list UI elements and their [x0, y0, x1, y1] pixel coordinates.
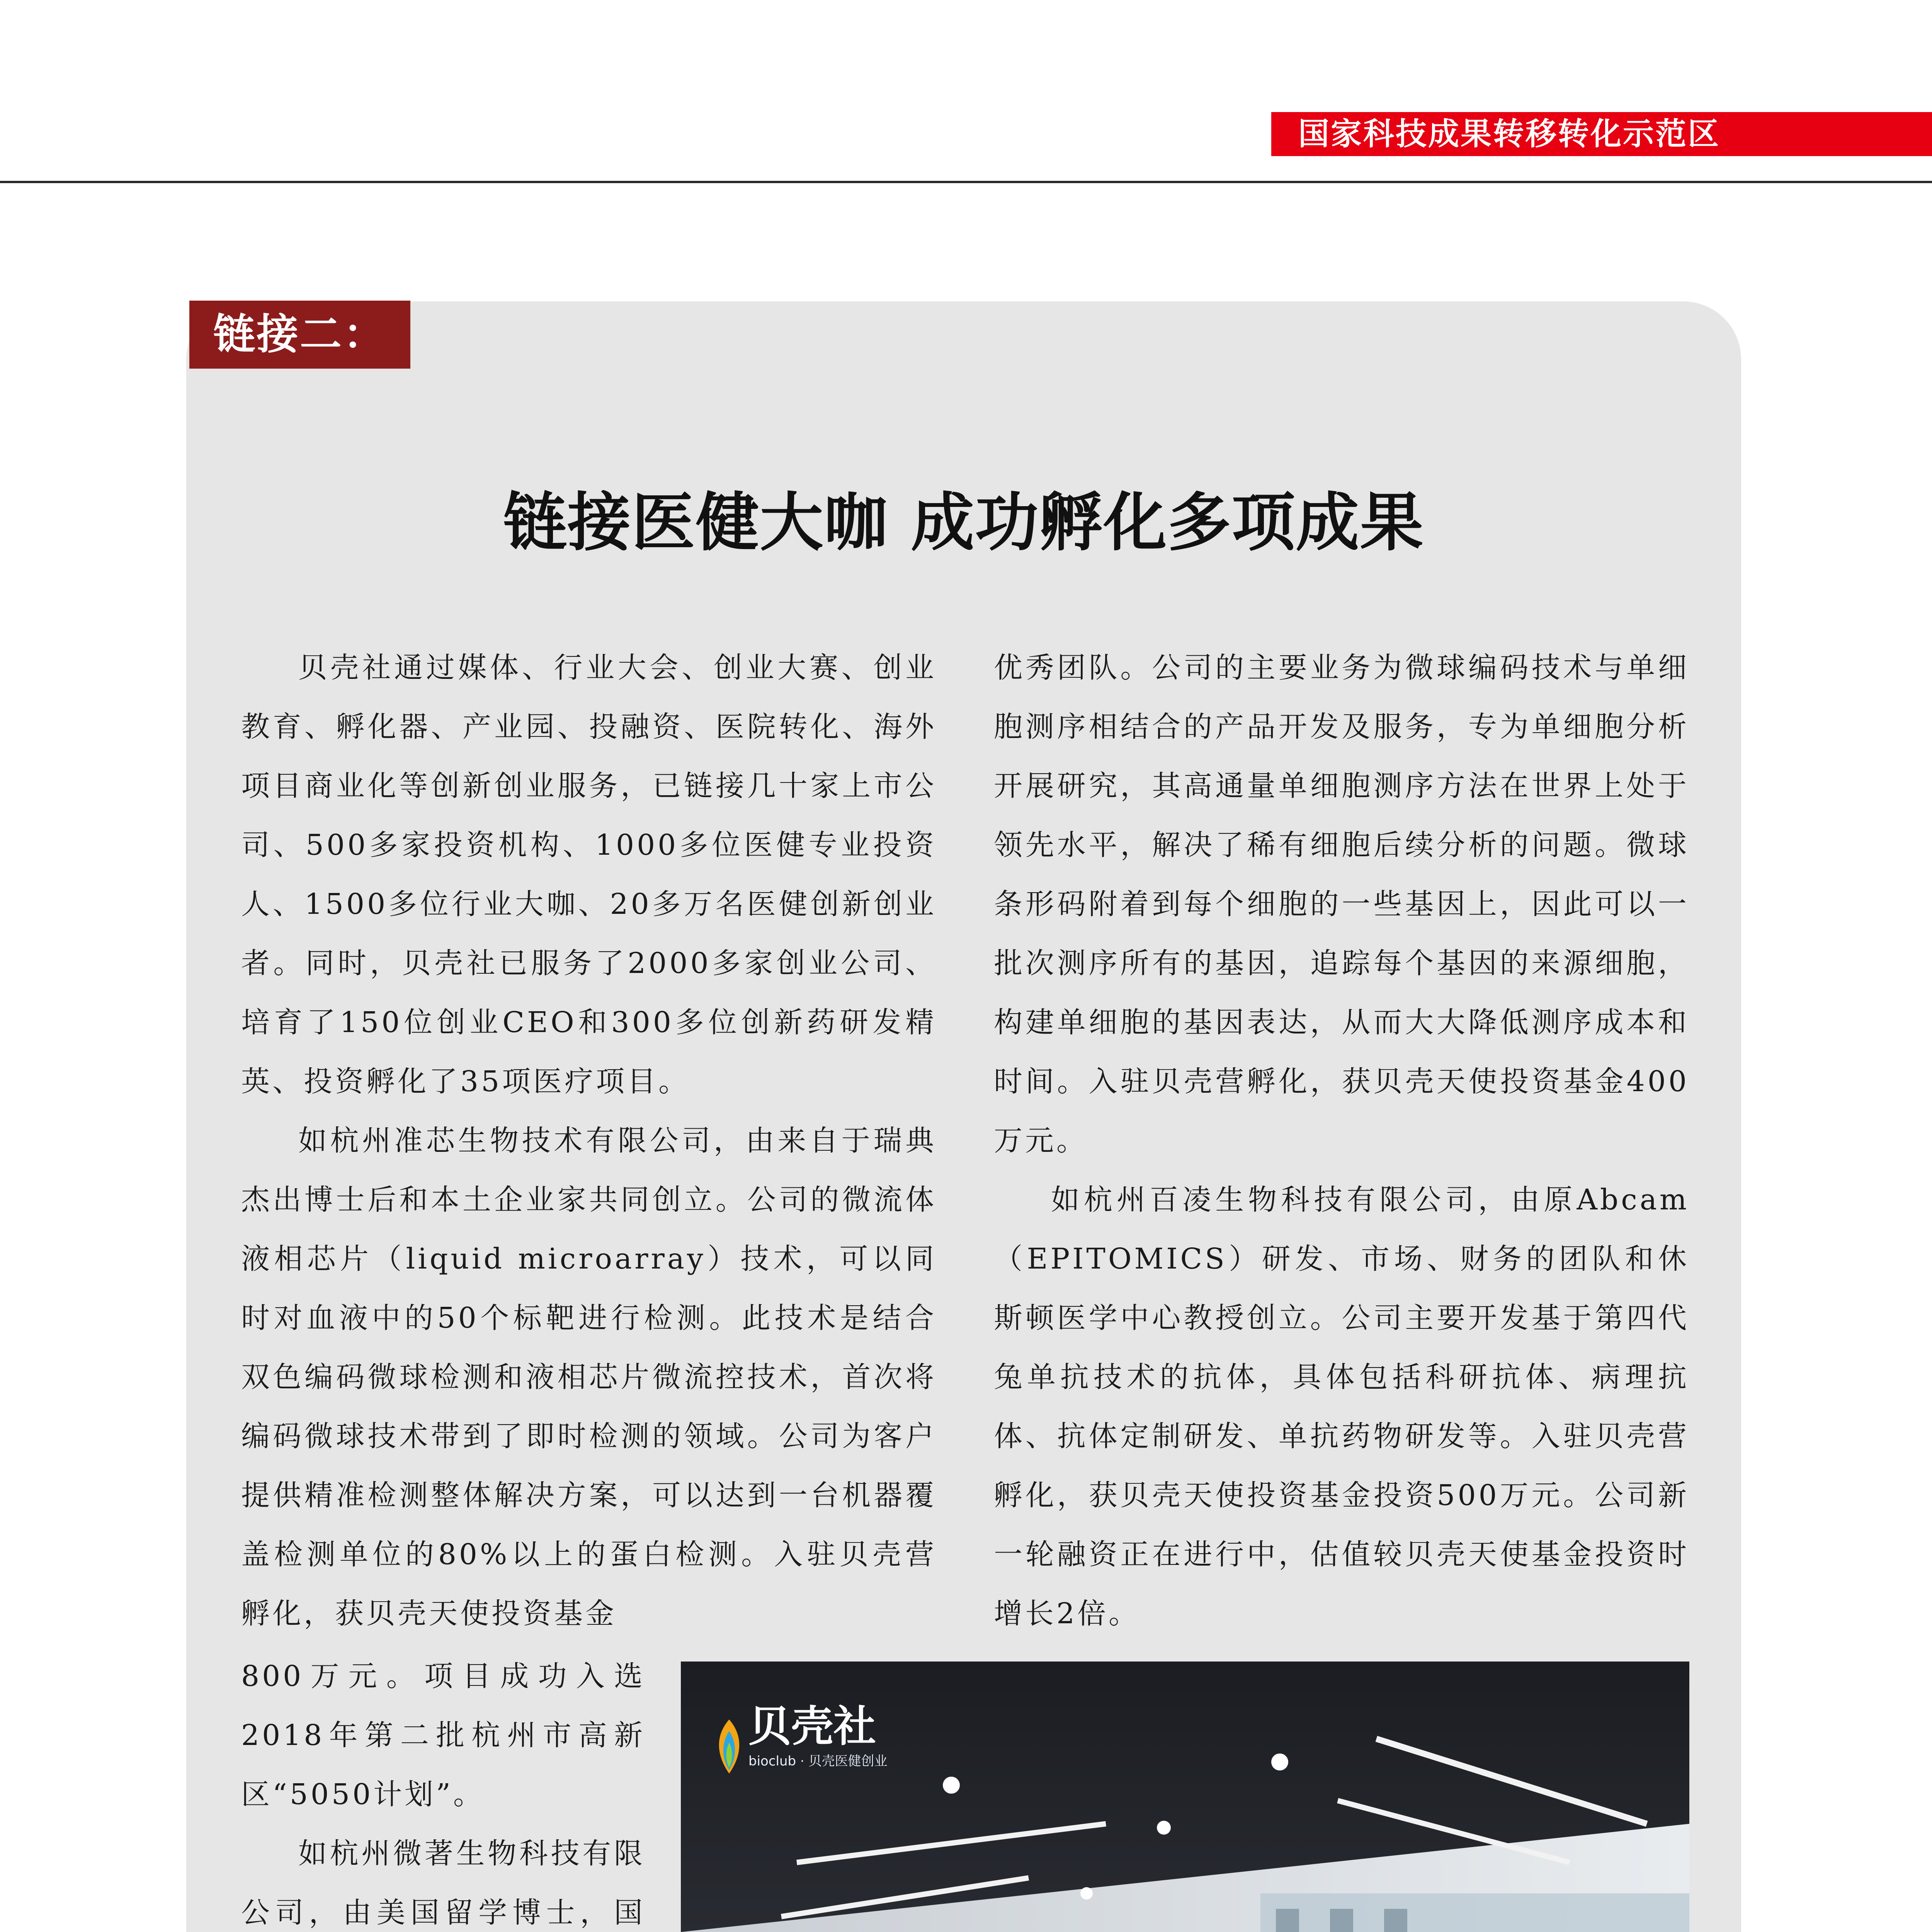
paragraph: 贝壳社通过媒体、行业大会、创业大赛、创业教育、孵化器、产业园、投融资、医院转化、海外项目商业化等创新创业服务，已链接几十家上市公司、500多家投资机构、1000多位医健专业投资人、1500多位行业大咖、20多万名医健创新创业者。同时，贝壳社已服务了2000多家创业公司、培育了150位创业CEO和300多位创新药研发精英、投资孵化了35项医疗项目。: [241, 651, 937, 1098]
section-banner: 国家科技成果转移转化示范区: [1271, 112, 1932, 156]
header-rule: [0, 181, 1932, 183]
bioclub-logo-icon: [712, 1689, 747, 1804]
left-column: [241, 638, 937, 1643]
paragraph: 优秀团队。公司的主要业务为微球编码技术与单细胞测序相结合的产品开发及服务，专为单细胞分析开展研究，其高通量单细胞测序方法在世界上处于领先水平，解决了稀有细胞后续分析的问题。微球条形码附着到每个细胞的一些基因上，因此可以一批次测序所有的基因，追踪每个基因的来源细胞，构建单细胞的基因表达，从而大大降低测序成本和时间。入驻贝壳营孵化，获贝壳天使投资基金400万元。: [994, 651, 1689, 1157]
paragraph: 如杭州百凌生物科技有限公司，由原Abcam（EPITOMICS）研发、市场、财务的团队和休斯顿医学中心教授创立。公司主要开发基于第四代兔单抗技术的抗体，具体包括科研抗体、病理抗体、抗体定制研发、单抗药物研发等。入驻贝壳营孵化，获贝壳天使投资基金投资500万元。公司新一轮融资正在进行中，估值较贝壳天使基金投资时增长2倍。: [994, 1183, 1689, 1630]
bottom-left-column: [241, 1647, 645, 1932]
link-tag: 链接二：: [189, 301, 410, 369]
office-photo: [681, 1662, 1689, 1932]
article-title: 链接医健大咖 成功孵化多项成果: [503, 485, 1424, 560]
paragraph: 800万元。项目成功入选2018年第二批杭州市高新区“5050计划”。: [241, 1660, 645, 1811]
right-column: [994, 638, 1689, 1643]
paragraph: 如杭州准芯生物技术有限公司，由来自于瑞典杰出博士后和本土企业家共同创立。公司的微流体液相芯片（liquid microarray）技术，可以同时对血液中的50个标靶进行检测。此技术是结合双色编码微球检测和液相芯片微流控技术，首次将编码微球技术带到了即时检测的领域。公司为客户提供精准检测整体解决方案，可以达到一台机器覆盖检测单位的80%以上的蛋白检测。入驻贝壳营孵化，获贝壳天使投资基金: [241, 1124, 937, 1630]
paragraph: 如杭州微著生物科技有限公司，由美国留学博士，国: [241, 1837, 645, 1929]
logo-chinese-name: 贝壳社: [748, 1702, 876, 1751]
logo-english-name: bioclub · 贝壳医健创业: [748, 1753, 888, 1769]
